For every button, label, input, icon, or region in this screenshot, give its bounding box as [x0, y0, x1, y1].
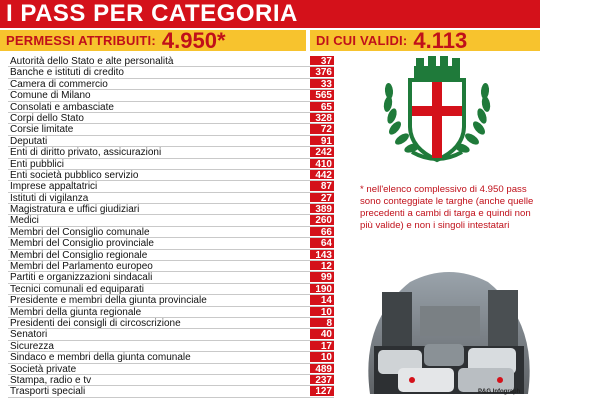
- table-row: [8, 284, 334, 295]
- category-name: Deputati: [10, 135, 48, 147]
- table-row: [8, 147, 334, 158]
- milan-coat-of-arms-icon: [362, 56, 512, 181]
- table-row: [8, 56, 334, 67]
- category-value: 87: [310, 181, 334, 191]
- category-value: 91: [310, 136, 334, 146]
- category-value: 37: [310, 56, 334, 66]
- category-value: 33: [310, 79, 334, 89]
- table-row: [8, 136, 334, 147]
- category-value: 410: [310, 159, 334, 169]
- category-name: Membri del Consiglio comunale: [10, 226, 150, 238]
- category-value: 328: [310, 113, 334, 123]
- category-table: [8, 56, 334, 398]
- page-title: I PASS PER CATEGORIA: [0, 0, 540, 28]
- table-row: [8, 352, 334, 363]
- category-value: 72: [310, 124, 334, 134]
- category-value: 389: [310, 204, 334, 214]
- category-value: 99: [310, 272, 334, 282]
- table-row: [8, 102, 334, 113]
- category-value: 10: [310, 352, 334, 362]
- permessi-value: 4.950*: [161, 30, 226, 51]
- category-name: Medici: [10, 215, 39, 226]
- category-name: Istituti di vigilanza: [10, 192, 89, 204]
- table-row: [8, 375, 334, 386]
- category-name: Enti società pubblico servizio: [10, 169, 139, 181]
- credit-label: P&G Infograph: [478, 389, 521, 395]
- table-row: [8, 250, 334, 261]
- category-name: Presidenti dei consigli di circoscrizione: [10, 317, 181, 329]
- category-value: 10: [310, 307, 334, 317]
- category-value: 27: [310, 193, 334, 203]
- category-value: 66: [310, 227, 334, 237]
- category-name: Sicurezza: [10, 340, 54, 352]
- category-name: Consolati e ambasciate: [10, 101, 114, 112]
- table-row: [8, 329, 334, 340]
- category-value: 442: [310, 170, 334, 180]
- table-row: [8, 159, 334, 170]
- category-name: Enti pubblici: [10, 158, 64, 169]
- category-name: Enti di diritto privato, assicurazioni: [10, 147, 162, 158]
- category-value: 8: [310, 318, 334, 328]
- table-row: [8, 386, 334, 397]
- table-row: [8, 113, 334, 124]
- di-cui-validi-box: [310, 30, 540, 51]
- table-row: [8, 227, 334, 238]
- category-name: Presidente e membri della giunta provinciale: [10, 295, 207, 306]
- category-value: 237: [310, 375, 334, 385]
- table-row: [8, 67, 334, 78]
- category-value: 242: [310, 147, 334, 157]
- category-value: 40: [310, 329, 334, 339]
- category-name: Sindaco e membri della giunta comunale: [10, 352, 191, 363]
- table-row: [8, 215, 334, 226]
- category-value: 260: [310, 215, 334, 225]
- table-row: [8, 272, 334, 283]
- category-name: Società private: [10, 363, 77, 374]
- traffic-photo: [360, 262, 538, 394]
- table-row: [8, 295, 334, 306]
- category-name: Banche e istituti di credito: [10, 67, 124, 78]
- table-row: [8, 181, 334, 192]
- category-value: 489: [310, 364, 334, 374]
- category-name: Comune di Milano: [10, 90, 91, 101]
- category-name: Membri del Consiglio provinciale: [10, 238, 154, 249]
- category-name: Membri del Consiglio regionale: [10, 249, 148, 261]
- category-value: 17: [310, 341, 334, 351]
- category-value: 565: [310, 90, 334, 100]
- category-name: Trasporti speciali: [10, 386, 86, 397]
- category-name: Magistratura e uffici giudiziari: [10, 204, 140, 215]
- category-name: Autorità dello Stato e alte personalità: [10, 56, 174, 67]
- category-name: Senatori: [10, 329, 48, 340]
- category-name: Camera di commercio: [10, 78, 108, 90]
- table-row: [8, 238, 334, 249]
- table-row: [8, 79, 334, 90]
- table-row: [8, 341, 334, 352]
- category-value: 127: [310, 386, 334, 396]
- category-value: 190: [310, 284, 334, 294]
- category-name: Stampa, radio e tv: [10, 374, 92, 386]
- category-name: Imprese appaltatrici: [10, 181, 98, 192]
- footnote: * nell'elenco complessivo di 4.950 pass sono conteggiate le targhe (anche quelle precedenti a cambi di targa e quindi non più valide) e non i singoli intestatari: [360, 184, 534, 231]
- table-row: [8, 193, 334, 204]
- validi-label: DI CUI VALIDI:: [316, 33, 408, 48]
- table-row: [8, 90, 334, 101]
- category-value: 376: [310, 67, 334, 77]
- table-row: [8, 318, 334, 329]
- table-row: [8, 261, 334, 272]
- table-row: [8, 124, 334, 135]
- validi-value: 4.113: [413, 30, 468, 51]
- category-name: Membri della giunta regionale: [10, 306, 142, 317]
- category-name: Corsie limitate: [10, 124, 74, 135]
- category-value: 14: [310, 295, 334, 305]
- table-row: [8, 307, 334, 318]
- permessi-label: PERMESSI ATTRIBUITI:: [6, 33, 156, 48]
- category-name: Membri del Parlamento europeo: [10, 261, 153, 272]
- table-row: [8, 364, 334, 375]
- category-value: 143: [310, 250, 334, 260]
- category-name: Tecnici comunali ed equiparati: [10, 283, 144, 295]
- table-row: [8, 170, 334, 181]
- category-value: 12: [310, 261, 334, 271]
- category-value: 65: [310, 102, 334, 112]
- permessi-attribuiti-box: [0, 30, 306, 51]
- table-row: [8, 204, 334, 215]
- category-name: Corpi dello Stato: [10, 112, 84, 124]
- category-value: 64: [310, 238, 334, 248]
- category-name: Partiti e organizzazioni sindacali: [10, 272, 153, 283]
